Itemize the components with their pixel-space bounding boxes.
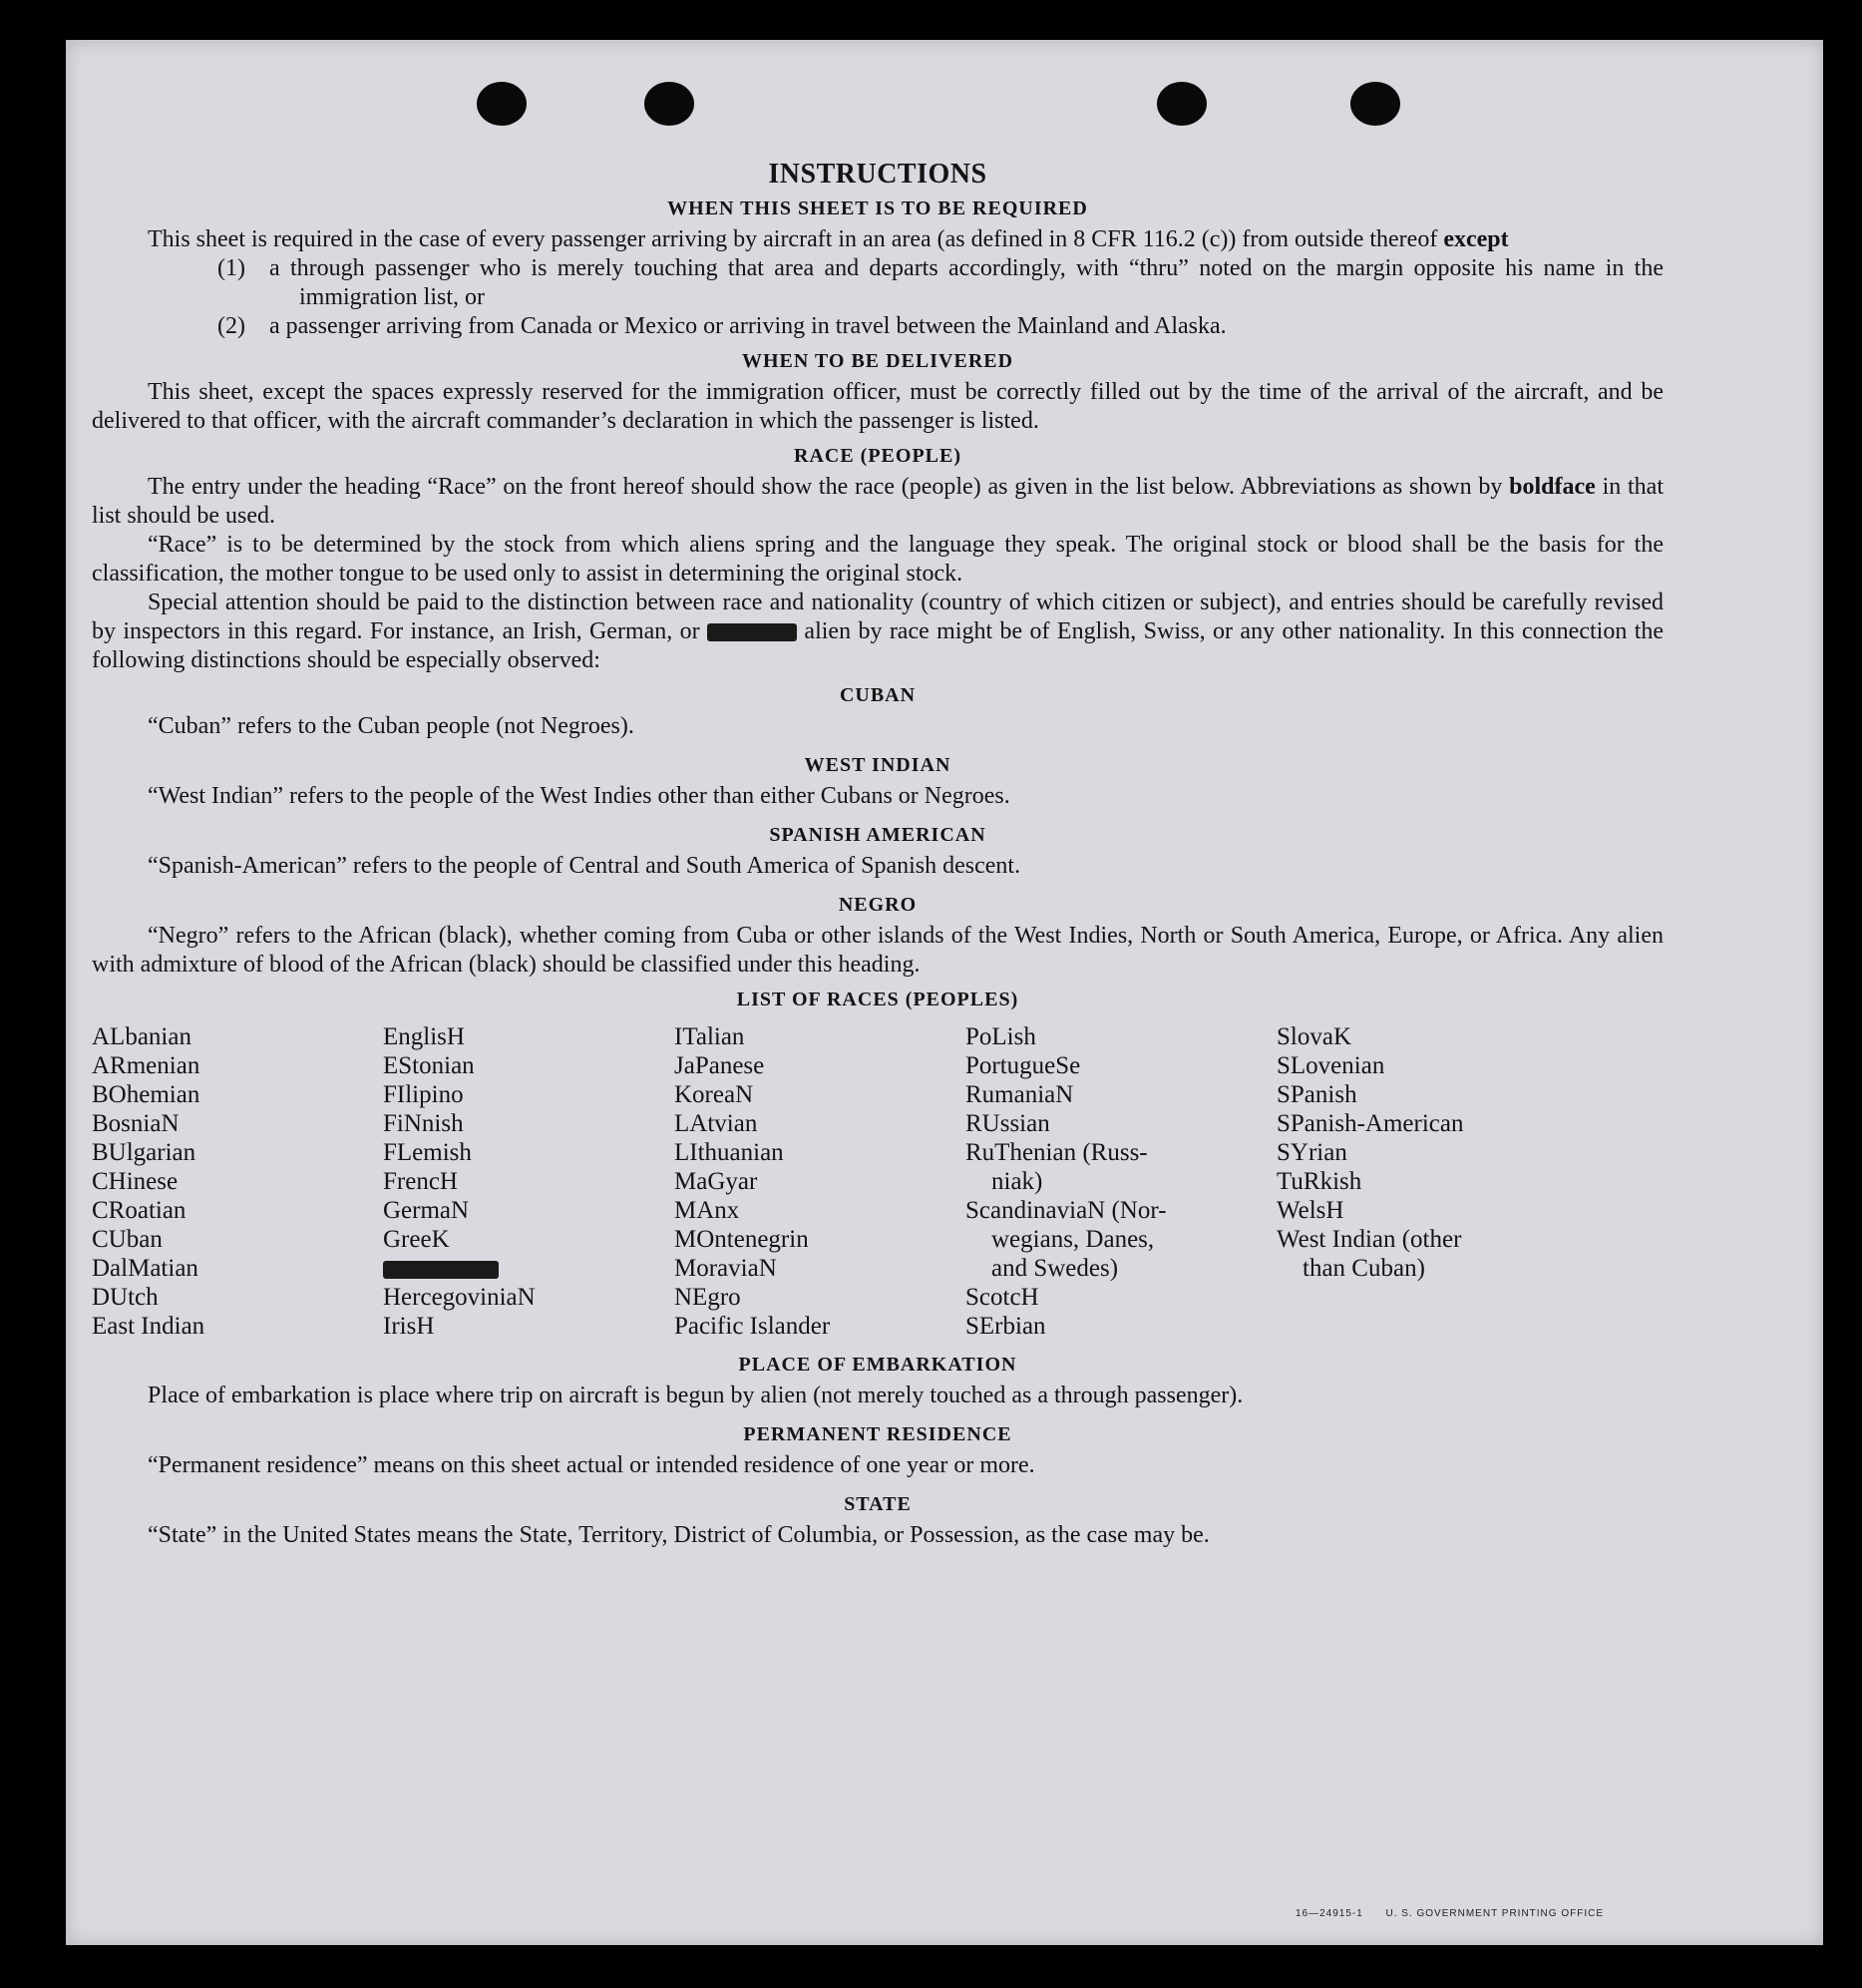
race-entry: DalMatian — [92, 1255, 198, 1282]
race-entry: BosniaN — [92, 1110, 180, 1137]
race-entry: ITalian — [674, 1023, 745, 1050]
paragraph: “Permanent residence” means on this sheet actual or intended residence of one year or more. — [148, 1452, 1035, 1478]
paragraph: Special attention should be paid to the distinction between race and nationality (country of which citizen or subject), and entries should be carefully revised by inspectors in this regard. For instance, an Irish, German, or alien by race might be of English, Swiss, or any other nationality. In this connection the following distinctions should be especially observed: — [92, 590, 1665, 673]
paragraph: This sheet, except the spaces expressly reserved for the immigration officer, must be correctly filled out by the time of the arrival of the aircraft, and be delivered to that officer, with the aircraft commander’s declaration in which the passenger is listed. — [92, 379, 1664, 434]
paragraph: The entry under the heading “Race” on the front hereof should show the race (people) as given in the list below. Abbreviations as shown by boldface in that list should be used. — [92, 474, 1664, 529]
section-heading: WEST INDIAN — [804, 754, 951, 776]
race-entry: IrisH — [383, 1313, 435, 1340]
punch-hole — [1157, 82, 1207, 126]
race-entry: SYrian — [1277, 1139, 1347, 1166]
race-entry: RuThenian (Russ- — [965, 1139, 1148, 1166]
section-heading: STATE — [844, 1493, 912, 1515]
race-entry: ScandinaviaN (Nor- — [965, 1197, 1167, 1224]
race-entry: DUtch — [92, 1284, 159, 1311]
races-column-1 — [92, 1022, 383, 1341]
page-title: INSTRUCTIONS — [768, 159, 987, 190]
punch-hole — [1350, 82, 1400, 126]
race-entry: PoLish — [965, 1023, 1036, 1050]
race-entry: BUlgarian — [92, 1139, 196, 1166]
races-column-4 — [965, 1022, 1277, 1341]
section-heading: PERMANENT RESIDENCE — [743, 1423, 1012, 1445]
race-entry: West Indian (other — [1277, 1226, 1462, 1253]
race-entry: EnglisH — [383, 1023, 465, 1050]
race-entry: East Indian — [92, 1313, 205, 1340]
race-entry: FIlipino — [383, 1081, 464, 1108]
races-list — [92, 1022, 1664, 1341]
race-entry: ScotcH — [965, 1284, 1039, 1311]
race-entry: GermaN — [383, 1197, 470, 1224]
section-heading: RACE (PEOPLE) — [794, 445, 961, 467]
race-entry: MaGyar — [674, 1168, 758, 1195]
form-code: 16—24915-1 — [1296, 1908, 1363, 1919]
race-entry: FrencH — [383, 1168, 458, 1195]
paragraph: “Race” is to be determined by the stock from which aliens spring and the language they speak. The original stock or blood shall be the basis for the classification, the mother tongue to be used only to assist in determining the original stock. — [92, 532, 1664, 587]
race-entry: SLovenian — [1277, 1052, 1385, 1079]
paragraph: Place of embarkation is place where trip on aircraft is begun by alien (not merely touched as a through passenger). — [148, 1383, 1244, 1408]
race-entry: Pacific Islander — [674, 1313, 831, 1340]
race-entry-redacted — [383, 1254, 674, 1283]
race-entry: EStonian — [383, 1052, 475, 1079]
paragraph: “Negro” refers to the African (black), whether coming from Cuba or other islands of the West Indies, North or South America, Europe, or Africa. Any alien with admixture of blood of the African (black) should be classified under this heading. — [92, 923, 1664, 978]
list-item: (2) a passenger arriving from Canada or Mexico or arriving in travel between the Mainland and Alaska. — [217, 313, 1227, 339]
race-entry: WelsH — [1277, 1197, 1344, 1224]
race-entry: CUban — [92, 1226, 163, 1253]
redaction-mark — [383, 1261, 499, 1279]
section-heading: PLACE OF EMBARKATION — [738, 1354, 1017, 1376]
section-heading: SPANISH AMERICAN — [769, 824, 986, 846]
race-entry: HercegoviniaN — [383, 1284, 536, 1311]
race-entry: niak) — [991, 1168, 1043, 1195]
race-entry: LAtvian — [674, 1110, 758, 1137]
race-entry: than Cuban) — [1303, 1255, 1425, 1282]
races-column-3 — [674, 1022, 965, 1341]
list-item: (1) a through passenger who is merely touching that area and departs accordingly, with “thru” noted on the margin opposite his name in the immigration list, or — [217, 255, 1664, 310]
race-entry: GreeK — [383, 1226, 450, 1253]
race-entry: KoreaN — [674, 1081, 754, 1108]
race-entry: MOntenegrin — [674, 1226, 809, 1253]
punch-hole — [477, 82, 527, 126]
race-entry: CRoatian — [92, 1197, 186, 1224]
race-entry: NEgro — [674, 1284, 741, 1311]
document-page — [66, 40, 1823, 1945]
race-entry: BOhemian — [92, 1081, 200, 1108]
race-entry: MoraviaN — [674, 1255, 777, 1282]
section-heading: LIST OF RACES (PEOPLES) — [736, 989, 1019, 1010]
race-entry: SPanish-American — [1277, 1110, 1464, 1137]
race-entry: SPanish — [1277, 1081, 1357, 1108]
section-heading: WHEN TO BE DELIVERED — [741, 350, 1014, 372]
race-entry: RUssian — [965, 1110, 1050, 1137]
race-entry: RumaniaN — [965, 1081, 1074, 1108]
races-column-2 — [383, 1022, 674, 1341]
race-entry: MAnx — [674, 1197, 740, 1224]
section-heading: WHEN THIS SHEET IS TO BE REQUIRED — [667, 198, 1088, 219]
race-entry: JaPanese — [674, 1052, 765, 1079]
race-entry: TuRkish — [1277, 1168, 1362, 1195]
race-entry: SlovaK — [1277, 1023, 1351, 1050]
race-entry: wegians, Danes, — [991, 1226, 1155, 1253]
race-entry: ARmenian — [92, 1052, 200, 1079]
printer-footer — [1296, 1908, 1604, 1919]
paragraph: “State” in the United States means the State, Territory, District of Columbia, or Possession, as the case may be. — [148, 1522, 1210, 1548]
instructions-body — [92, 160, 1664, 1550]
paragraph: This sheet is required in the case of every passenger arriving by aircraft in an area (as defined in 8 CFR 116.2 (c)) from outside thereof except — [148, 226, 1509, 252]
redaction-mark — [707, 623, 797, 641]
race-entry: FiNnish — [383, 1110, 464, 1137]
race-entry: FLemish — [383, 1139, 472, 1166]
race-entry: SErbian — [965, 1313, 1046, 1340]
race-entry: PortugueSe — [965, 1052, 1081, 1079]
printing-office: U. S. GOVERNMENT PRINTING OFFICE — [1385, 1908, 1604, 1919]
race-entry: LIthuanian — [674, 1139, 784, 1166]
paragraph: “Spanish-American” refers to the people of Central and South America of Spanish descent. — [148, 853, 1021, 879]
punch-hole — [644, 82, 694, 126]
race-entry: CHinese — [92, 1168, 179, 1195]
races-column-5 — [1277, 1022, 1576, 1341]
paragraph: “Cuban” refers to the Cuban people (not Negroes). — [148, 713, 634, 739]
section-heading: NEGRO — [838, 894, 918, 916]
paragraph: “West Indian” refers to the people of the West Indies other than either Cubans or Negroes. — [148, 783, 1010, 809]
section-heading: CUBAN — [839, 684, 917, 706]
race-entry: ALbanian — [92, 1023, 191, 1050]
race-entry: and Swedes) — [991, 1255, 1119, 1282]
